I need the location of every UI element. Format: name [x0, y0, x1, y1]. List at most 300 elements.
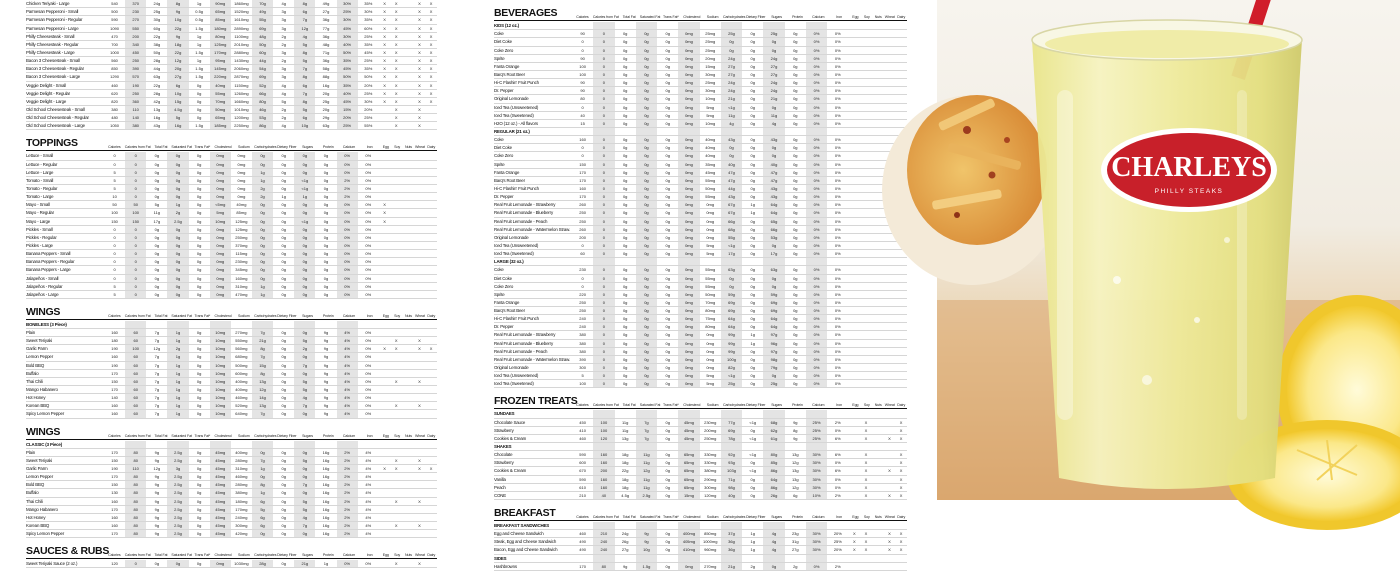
nutrition-cell: 0g: [721, 47, 742, 54]
nutrition-cell: 0g: [615, 161, 636, 168]
table-row: [494, 120, 907, 128]
nutrition-cell: 570: [125, 73, 146, 80]
column-header: Total Fat: [619, 515, 640, 519]
nutrition-cell: 2g: [273, 114, 294, 121]
nutrition-cell: 0: [125, 283, 146, 290]
nutrition-cell: 260: [572, 201, 593, 208]
nutrition-cell: [895, 372, 907, 379]
nutrition-cell: 0g: [189, 465, 210, 472]
nutrition-cell: 6g: [294, 114, 315, 121]
column-header: Soy: [391, 553, 402, 557]
nutrition-cell: X: [860, 546, 872, 553]
nutrition-cell: 55g: [721, 234, 742, 241]
nutrition-cell: 0g: [636, 331, 657, 338]
nutrition-cell: 24g: [146, 0, 167, 7]
nutrition-cell: X: [425, 49, 437, 56]
nutrition-cell: [872, 410, 884, 417]
nutrition-cell: 0g: [785, 323, 806, 330]
nutrition-cell: 0g: [742, 47, 763, 54]
nutrition-cell: 55mg: [700, 283, 721, 290]
nutrition-cell: 450: [572, 419, 593, 426]
nutrition-cell: 0g: [785, 331, 806, 338]
nutrition-cell: [402, 185, 414, 192]
nutrition-cell: [872, 234, 884, 241]
nutrition-cell: 0: [593, 161, 614, 168]
nutrition-cell: [425, 329, 437, 336]
nutrition-cell: [572, 258, 593, 265]
nutrition-cell: 0g: [273, 291, 294, 298]
nutrition-cell: 0g: [785, 372, 806, 379]
nutrition-cell: [379, 283, 391, 290]
item-name: Lettuce - Large: [26, 169, 104, 176]
nutrition-cell: 27g: [721, 71, 742, 78]
column-header: Trans Fat*: [660, 15, 681, 19]
nutrition-cell: 0: [593, 218, 614, 225]
nutrition-cell: [425, 353, 437, 360]
nutrition-cell: [572, 128, 593, 135]
nutrition-cell: 0%: [806, 38, 827, 45]
nutrition-cell: 8g: [294, 49, 315, 56]
nutrition-cell: 670: [572, 467, 593, 474]
nutrition-cell: [657, 22, 678, 29]
nutrition-cell: 45mg: [210, 506, 231, 513]
nutrition-cell: [872, 307, 884, 314]
nutrition-cell: 80mg: [700, 323, 721, 330]
nutrition-cell: 2.5g: [167, 489, 188, 496]
nutrition-cell: 25g: [763, 380, 784, 387]
nutrition-cell: 25%: [358, 90, 379, 97]
nutrition-cell: X: [425, 0, 437, 7]
nutrition-cell: 20g: [315, 106, 336, 113]
nutrition-cell: 98g: [763, 356, 784, 363]
nutrition-cell: 0g: [657, 250, 678, 257]
nutrition-cell: 0g: [657, 55, 678, 62]
nutrition-cell: 5g: [294, 386, 315, 393]
nutrition-cell: 40%: [337, 90, 358, 97]
nutrition-cell: 0g: [146, 234, 167, 241]
nutrition-cell: 460: [572, 435, 593, 442]
nutrition-cell: 0g: [763, 152, 784, 159]
column-header: Dairy: [895, 403, 906, 407]
nutrition-cell: 300mg: [700, 484, 721, 491]
nutrition-cell: 0g: [294, 489, 315, 496]
column-header: Saturated Fat: [640, 515, 661, 519]
nutrition-cell: 0%: [806, 266, 827, 273]
nutrition-cell: 190: [104, 345, 125, 352]
nutrition-cell: 9g: [315, 402, 336, 409]
item-name: Chocolate: [494, 451, 572, 458]
nutrition-cell: 2%: [337, 514, 358, 521]
nutrition-cell: X: [425, 16, 437, 23]
nutrition-cell: [763, 128, 784, 135]
nutrition-cell: X: [414, 73, 426, 80]
nutrition-cell: 9g: [615, 563, 636, 570]
nutrition-cell: 10: [104, 193, 125, 200]
nutrition-cell: X: [895, 419, 907, 426]
nutrition-cell: [872, 79, 884, 86]
nutrition-cell: [895, 275, 907, 282]
table-row: [494, 546, 907, 554]
item-name: Parmesan Pepperoni - Large: [26, 25, 104, 32]
column-header: Trans Fat*: [192, 145, 213, 149]
item-name: Vanilla: [494, 476, 572, 483]
nutrition-cell: 1g: [167, 386, 188, 393]
nutrition-cell: [848, 30, 860, 37]
nutrition-cell: [884, 30, 896, 37]
nutrition-cell: 80: [125, 481, 146, 488]
table-row: [26, 410, 437, 418]
nutrition-cell: 85mg: [231, 209, 252, 216]
nutrition-cell: 0g: [315, 283, 336, 290]
nutrition-cell: [872, 348, 884, 355]
nutrition-cell: 25mg: [700, 47, 721, 54]
nutrition-cell: X: [390, 57, 402, 64]
nutrition-cell: 21g: [721, 95, 742, 102]
item-name: Hashbrowns: [494, 563, 572, 570]
nutrition-cell: 170: [104, 473, 125, 480]
item-name: H2O (12 oz.) - All flavors: [494, 120, 572, 127]
nutrition-cell: 0%: [337, 275, 358, 282]
nutrition-cell: 0g: [615, 218, 636, 225]
nutrition-cell: 0: [593, 348, 614, 355]
column-header: Sugars: [297, 145, 318, 149]
table-row: [494, 340, 907, 348]
nutrition-cell: 0g: [785, 356, 806, 363]
nutrition-cell: 0: [104, 258, 125, 265]
column-header: Sodium: [702, 403, 723, 407]
nutrition-cell: 24g: [763, 55, 784, 62]
nutrition-cell: 65mg: [210, 8, 231, 15]
nutrition-cell: 0%: [827, 136, 848, 143]
nutrition-cell: 20%: [827, 530, 848, 537]
nutrition-cell: 9g: [315, 353, 336, 360]
nutrition-cell: 0g: [273, 402, 294, 409]
nutrition-cell: 25%: [827, 538, 848, 545]
nutrition-cell: 0: [572, 242, 593, 249]
nutrition-cell: [390, 177, 402, 184]
nutrition-cell: <1g: [721, 372, 742, 379]
nutrition-cell: 11g: [615, 419, 636, 426]
item-name: Fanta Orange: [494, 63, 572, 70]
column-header: Egg: [850, 403, 861, 407]
nutrition-cell: 1g: [167, 402, 188, 409]
nutrition-cell: [827, 258, 848, 265]
item-name: Pickles - Regular: [26, 234, 104, 241]
nutrition-cell: 210: [572, 492, 593, 499]
nutrition-cell: [848, 87, 860, 94]
nutrition-cell: 27g: [721, 63, 742, 70]
nutrition-cell: X: [848, 530, 860, 537]
nutrition-cell: [210, 441, 231, 448]
nutrition-cell: [860, 283, 872, 290]
nutrition-cell: 0g: [742, 234, 763, 241]
nutrition-cell: X: [414, 0, 426, 7]
column-header: Saturated Fat: [171, 434, 192, 438]
nutrition-cell: 25mg: [700, 30, 721, 37]
nutrition-cell: 0: [104, 161, 125, 168]
nutrition-cell: 280mg: [231, 457, 252, 464]
nutrition-cell: [721, 443, 742, 450]
nutrition-cell: 0g: [294, 169, 315, 176]
nutrition-cell: 2g: [273, 106, 294, 113]
column-header: Total Fat: [151, 145, 172, 149]
nutrition-cell: 100: [572, 71, 593, 78]
nutrition-cell: 0g: [742, 323, 763, 330]
nutrition-cell: 63g: [146, 73, 167, 80]
nutrition-cell: [593, 555, 614, 562]
nutrition-cell: [895, 47, 907, 54]
nutrition-cell: 24g: [721, 87, 742, 94]
nutrition-cell: [146, 441, 167, 448]
nutrition-cell: [390, 441, 402, 448]
nutrition-cell: 1g: [252, 283, 273, 290]
item-name: Real Fruit Lemonade - Watermelon Straw.: [494, 226, 572, 233]
nutrition-cell: 0g: [657, 104, 678, 111]
nutrition-cell: 0.5g: [189, 8, 210, 15]
nutrition-cell: 0g: [273, 242, 294, 249]
column-header: Calcium: [339, 553, 360, 557]
nutrition-cell: 80: [125, 457, 146, 464]
nutrition-cell: 0g: [273, 514, 294, 521]
nutrition-cell: [402, 218, 414, 225]
nutrition-cell: 0g: [167, 185, 188, 192]
nutrition-cell: 1610mg: [231, 16, 252, 23]
item-name: Veggie Delight - Small: [26, 82, 104, 89]
nutrition-cell: 0g: [636, 55, 657, 62]
nutrition-cell: 0g: [742, 218, 763, 225]
nutrition-cell: <1g: [294, 177, 315, 184]
nutrition-cell: [414, 258, 426, 265]
column-header: Wheat: [414, 434, 425, 438]
nutrition-cell: [848, 419, 860, 426]
item-name: Real Fruit Lemonade - Peach: [494, 348, 572, 355]
nutrition-cell: 0g: [785, 315, 806, 322]
column-header: Cholesterol: [213, 145, 234, 149]
nutrition-cell: 0g: [189, 353, 210, 360]
nutrition-cell: 10mg: [210, 362, 231, 369]
nutrition-cell: 0%: [358, 283, 379, 290]
nutrition-cell: [872, 484, 884, 491]
nutrition-cell: [721, 410, 742, 417]
nutrition-cell: X: [414, 498, 426, 505]
item-name: Banana Peppers - Large: [26, 266, 104, 273]
nutrition-cell: 0g: [315, 226, 336, 233]
nutrition-cell: 80mg: [700, 307, 721, 314]
nutrition-cell: 250mg: [700, 435, 721, 442]
nutrition-cell: X: [425, 73, 437, 80]
nutrition-cell: 0%: [358, 560, 379, 567]
nutrition-cell: [390, 283, 402, 290]
column-header: Calories: [104, 145, 125, 149]
nutrition-cell: [848, 522, 860, 529]
nutrition-cell: [848, 492, 860, 499]
nutrition-cell: 22g: [167, 49, 188, 56]
table-row: [494, 193, 907, 201]
table-row: [26, 98, 437, 106]
nutrition-cell: 0g: [742, 250, 763, 257]
column-header: Protein: [318, 553, 339, 557]
nutrition-cell: 480: [104, 114, 125, 121]
nutrition-cell: 25%: [337, 122, 358, 129]
nutrition-cell: 270mg: [700, 563, 721, 570]
table-row: [494, 136, 907, 144]
nutrition-cell: 345mg: [231, 266, 252, 273]
nutrition-cell: 45mg: [678, 427, 699, 434]
nutrition-cell: [895, 79, 907, 86]
nutrition-cell: 0mg: [678, 30, 699, 37]
nutrition-cell: 1g: [252, 177, 273, 184]
nutrition-cell: X: [390, 345, 402, 352]
column-header: Sodium: [702, 515, 723, 519]
nutrition-cell: 0g: [273, 201, 294, 208]
nutrition-cell: 0: [593, 47, 614, 54]
nutrition-cell: 0g: [189, 506, 210, 513]
nutrition-cell: [402, 122, 414, 129]
nutrition-cell: 0g: [657, 234, 678, 241]
nutrition-cell: [379, 275, 391, 282]
table-row: [26, 394, 437, 402]
nutrition-cell: 9g: [785, 435, 806, 442]
nutrition-cell: [700, 410, 721, 417]
nutrition-cell: 0g: [146, 193, 167, 200]
nutrition-cell: 8g: [294, 98, 315, 105]
nutrition-cell: 100: [125, 209, 146, 216]
nutrition-cell: 95mg: [210, 57, 231, 64]
nutrition-cell: [872, 120, 884, 127]
nutrition-cell: [402, 193, 414, 200]
nutrition-cell: X: [425, 90, 437, 97]
nutrition-cell: 4g: [294, 394, 315, 401]
item-name: LARGE (32 oz.): [494, 258, 572, 265]
nutrition-cell: 150: [104, 378, 125, 385]
nutrition-cell: [884, 522, 896, 529]
nutrition-cell: 0g: [742, 152, 763, 159]
nutrition-cell: 65mg: [678, 484, 699, 491]
nutrition-cell: X: [895, 484, 907, 491]
nutrition-cell: 0%: [827, 177, 848, 184]
nutrition-cell: 0g: [189, 185, 210, 192]
table-row: [26, 266, 437, 274]
nutrition-cell: 0g: [315, 169, 336, 176]
nutrition-cell: 0%: [358, 201, 379, 208]
nutrition-cell: 0mg: [678, 242, 699, 249]
nutrition-cell: 0g: [273, 345, 294, 352]
nutrition-cell: 0g: [252, 250, 273, 257]
nutrition-cell: [884, 555, 896, 562]
nutrition-cell: 0%: [358, 242, 379, 249]
nutrition-cell: 0: [104, 266, 125, 273]
nutrition-cell: [860, 242, 872, 249]
nutrition-cell: [872, 95, 884, 102]
nutrition-cell: 0g: [742, 364, 763, 371]
nutrition-cell: 0g: [273, 378, 294, 385]
table-row: [26, 275, 437, 283]
item-name: Hi-C Flashin' Fruit Punch: [494, 79, 572, 86]
nutrition-cell: <1g: [721, 104, 742, 111]
item-name: Diet Coke: [494, 275, 572, 282]
nutrition-cell: 0: [593, 340, 614, 347]
nutrition-cell: [678, 555, 699, 562]
nutrition-cell: [895, 22, 907, 29]
column-header: Egg: [380, 553, 391, 557]
nutrition-cell: 1g: [252, 169, 273, 176]
nutrition-cell: 98g: [721, 484, 742, 491]
column-header: Egg: [850, 515, 861, 519]
nutrition-cell: 0g: [294, 283, 315, 290]
nutrition-cell: 1090: [104, 25, 125, 32]
nutrition-cell: 0mg: [678, 323, 699, 330]
item-name: Coke Zero: [494, 283, 572, 290]
nutrition-cell: 0%: [806, 104, 827, 111]
nutrition-cell: X: [379, 65, 391, 72]
nutrition-cell: 45mg: [678, 419, 699, 426]
nutrition-cell: 0: [593, 307, 614, 314]
table-row: [494, 380, 907, 388]
column-header: Iron: [359, 145, 380, 149]
nutrition-cell: <5mg: [210, 201, 231, 208]
nutrition-cell: 0mg: [678, 95, 699, 102]
column-header: Egg: [380, 145, 391, 149]
nutrition-cell: 61g: [763, 435, 784, 442]
nutrition-cell: 0%: [358, 329, 379, 336]
nutrition-cell: [390, 161, 402, 168]
item-name: Diet Coke: [494, 38, 572, 45]
nutrition-cell: 10mg: [210, 402, 231, 409]
nutrition-cell: 1g: [742, 530, 763, 537]
nutrition-cell: 0mg: [678, 299, 699, 306]
nutrition-cell: 27g: [785, 546, 806, 553]
item-name: Steak, Egg and Cheese Sandwich: [494, 538, 572, 545]
nutrition-cell: 0g: [742, 492, 763, 499]
nutrition-cell: [379, 321, 391, 328]
nutrition-cell: [390, 234, 402, 241]
nutrition-cell: 99g: [721, 331, 742, 338]
nutrition-cell: 0g: [189, 386, 210, 393]
nutrition-cell: 15mg: [678, 492, 699, 499]
nutrition-cell: 0%: [806, 226, 827, 233]
nutrition-cell: [402, 522, 414, 529]
nutrition-cell: 0g: [615, 340, 636, 347]
nutrition-cell: [379, 353, 391, 360]
item-name: Strawberry: [494, 427, 572, 434]
nutrition-cell: 0g: [785, 266, 806, 273]
item-name: Sprite: [494, 291, 572, 298]
nutrition-cell: 0g: [615, 104, 636, 111]
nutrition-cell: 45mg: [678, 435, 699, 442]
nutrition-cell: 67g: [721, 201, 742, 208]
nutrition-cell: 0g: [785, 299, 806, 306]
nutrition-cell: 250: [572, 209, 593, 216]
nutrition-cell: 5g: [294, 378, 315, 385]
nutrition-cell: 0g: [721, 152, 742, 159]
nutrition-cell: 0mg: [231, 161, 252, 168]
nutrition-cell: 2%: [337, 530, 358, 537]
nutrition-cell: [414, 353, 426, 360]
column-header: Egg: [380, 434, 391, 438]
nutrition-cell: <1g: [742, 419, 763, 426]
nutrition-cell: 390: [125, 65, 146, 72]
nutrition-cell: 40: [572, 112, 593, 119]
nutrition-cell: [414, 530, 426, 537]
column-header: Sodium: [702, 15, 723, 19]
nutrition-cell: [402, 275, 414, 282]
nutrition-cell: 1g: [252, 489, 273, 496]
nutrition-cell: 0g: [785, 209, 806, 216]
nutrition-cell: 28g: [252, 560, 273, 567]
nutrition-cell: 1000mg: [700, 538, 721, 545]
nutrition-cell: 0g: [273, 449, 294, 456]
nutrition-cell: [402, 201, 414, 208]
